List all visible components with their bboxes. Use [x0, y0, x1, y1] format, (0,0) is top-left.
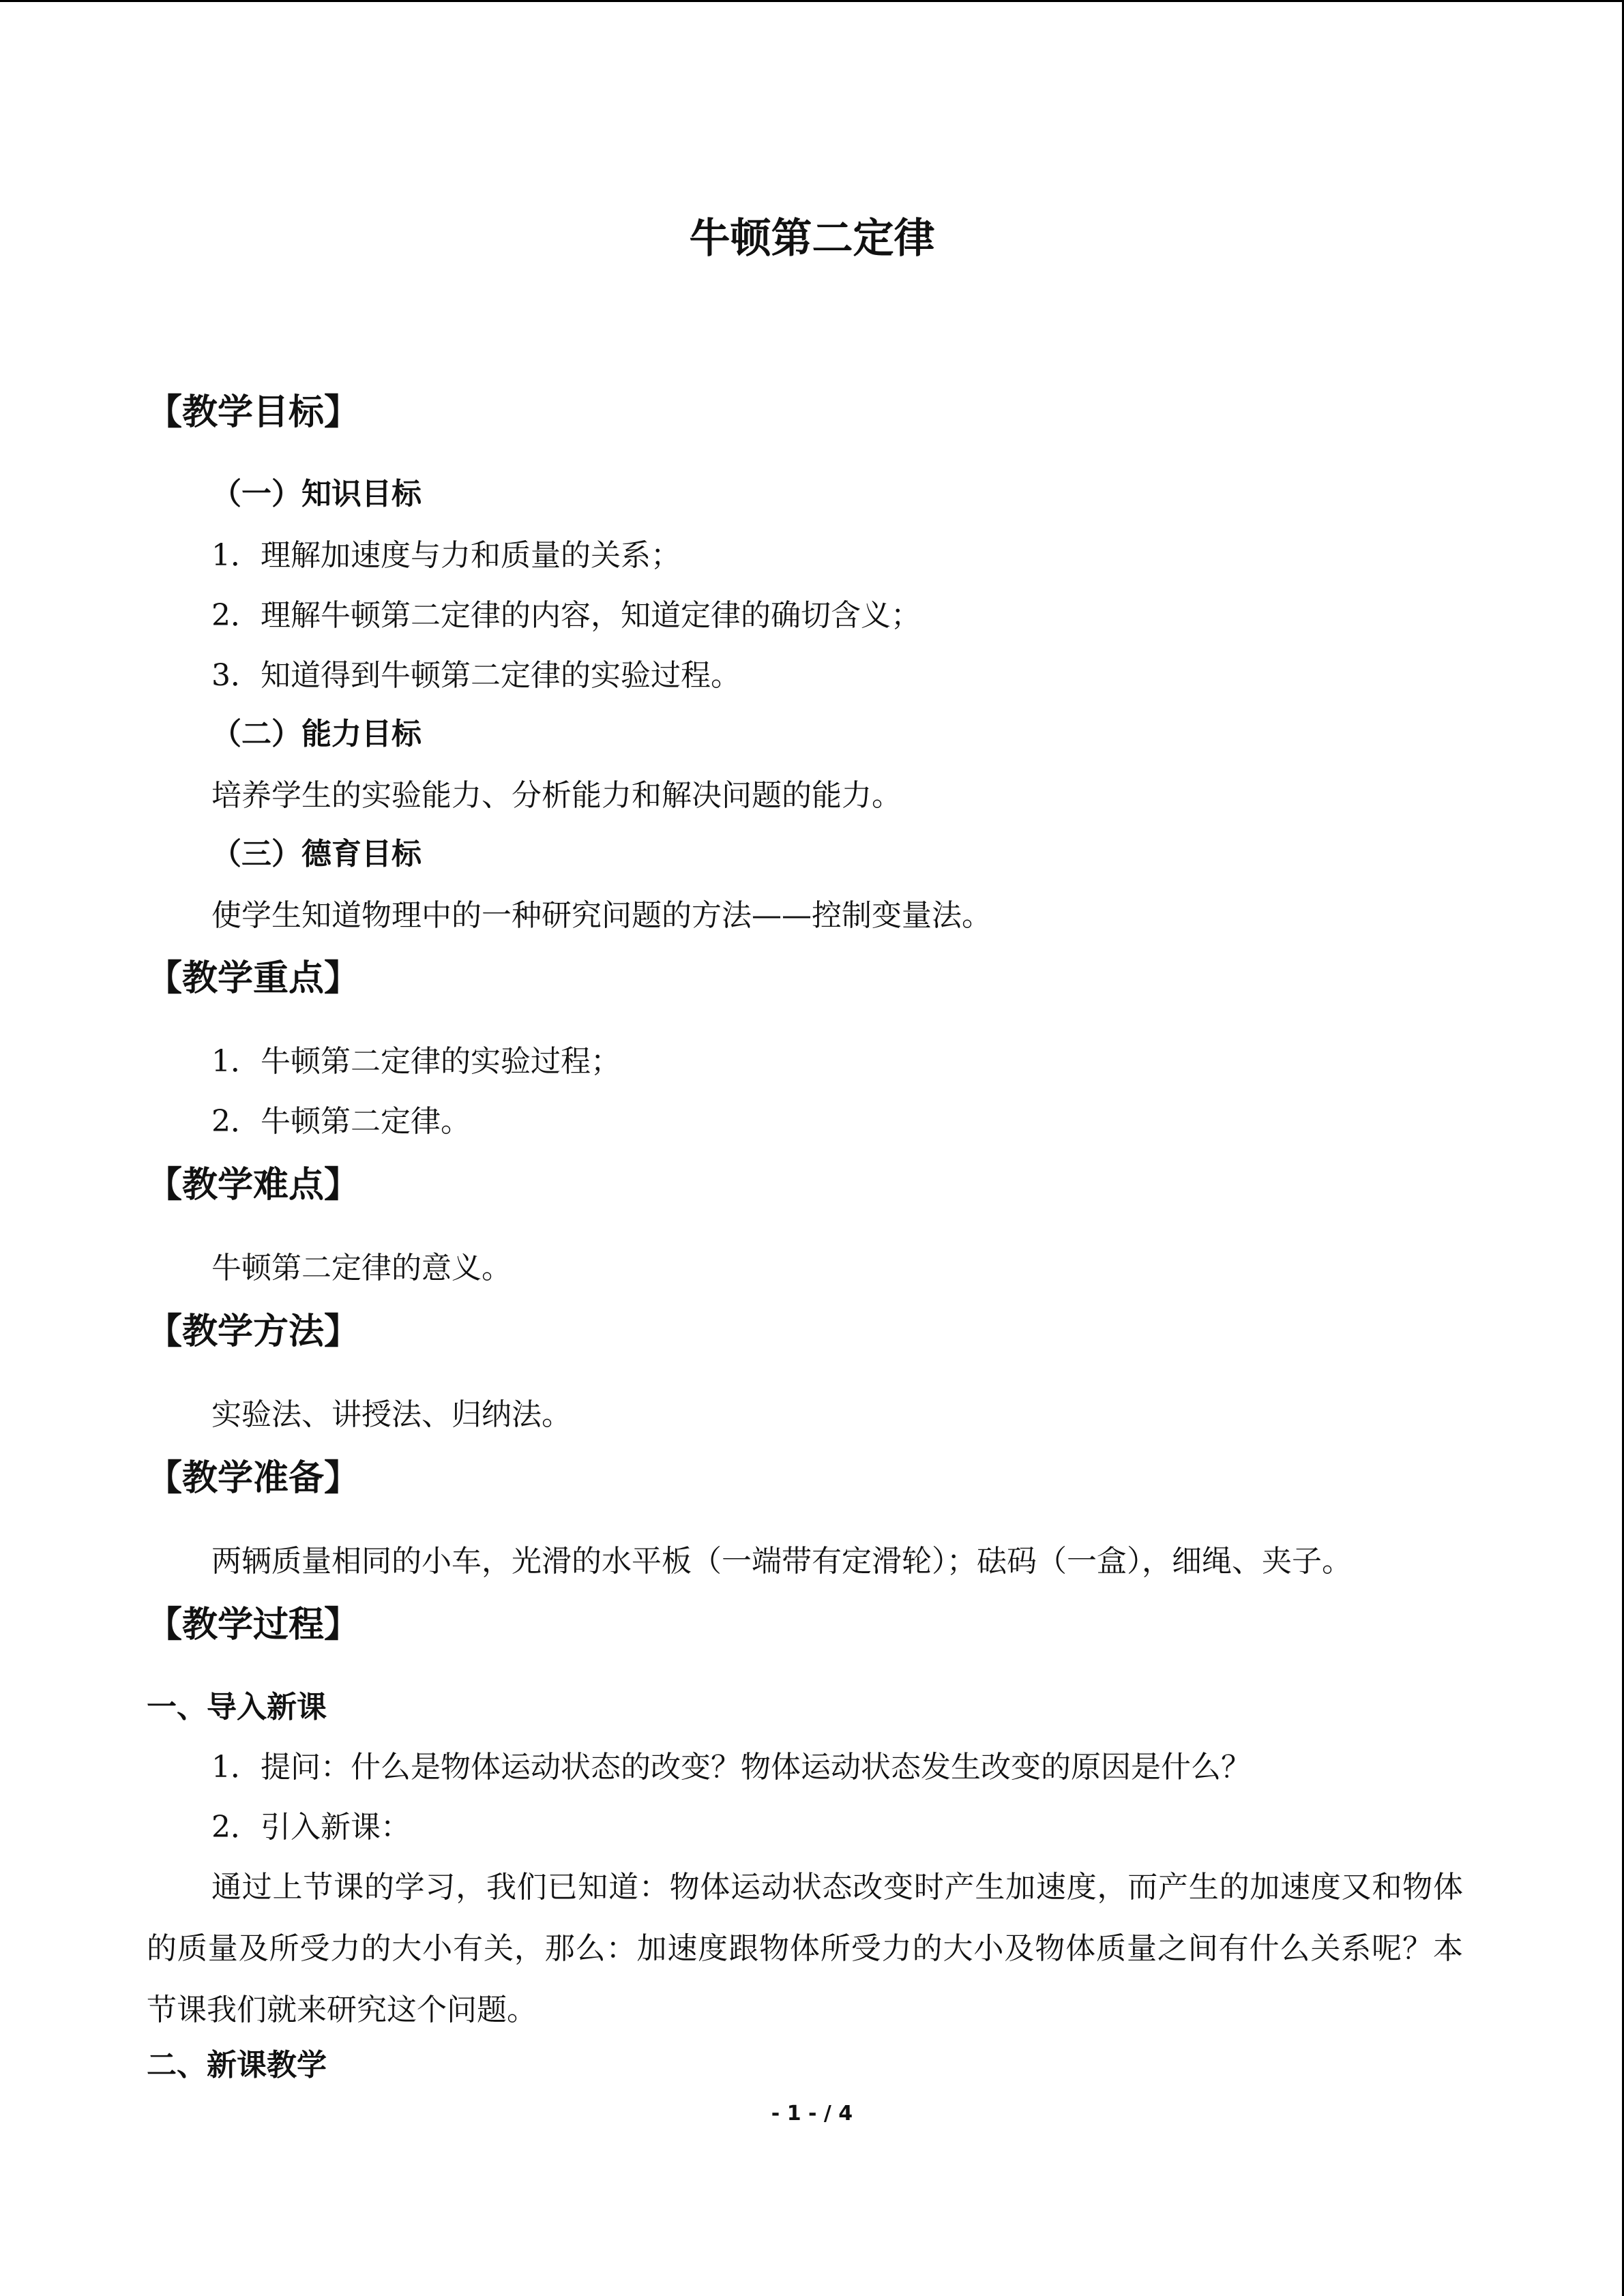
intro-item-2: 2．引入新课： — [211, 1810, 411, 1845]
page-border-top — [0, 0, 1624, 2]
section-heading-key-points: 【教学重点】 — [147, 958, 360, 999]
knowledge-item-1: 1．理解加速度与力和质量的关系； — [211, 538, 681, 573]
sub-heading-knowledge: （一）知识目标 — [211, 477, 422, 511]
sub-heading-moral: （三）德育目标 — [211, 837, 422, 871]
intro-item-1: 1．提问：什么是物体运动状态的改变？物体运动状态发生改变的原因是什么？ — [211, 1750, 1251, 1785]
part-heading-new-lesson: 二、新课教学 — [147, 2048, 327, 2083]
section-heading-preparation: 【教学准备】 — [147, 1458, 360, 1499]
moral-text: 使学生知道物理中的一种研究问题的方法——控制变量法。 — [211, 898, 992, 933]
page-number: - 1 - / 4 — [771, 2102, 853, 2126]
sub-heading-ability: （二）能力目标 — [211, 717, 422, 751]
preparation-text: 两辆质量相同的小车，光滑的水平板（一端带有定滑轮）；砝码（一盒），细绳、夹子。 — [211, 1544, 1352, 1579]
intro-paragraph: 通过上节课的学习，我们已知道：物体运动状态改变时产生加速度，而产生的加速度又和物体的质量及所受力的大小有关，那么：加速度跟物体所受力的大小及物体质量之间有什么关系呢？本节课我们就来研究这个问题。 — [147, 1870, 1463, 2027]
knowledge-item-2: 2．理解牛顿第二定律的内容，知道定律的确切含义； — [211, 598, 921, 633]
ability-text: 培养学生的实验能力、分析能力和解决问题的能力。 — [211, 778, 902, 813]
key-point-item-2: 2．牛顿第二定律。 — [211, 1104, 471, 1139]
key-point-item-1: 1．牛顿第二定律的实验过程； — [211, 1044, 621, 1079]
section-heading-objectives: 【教学目标】 — [147, 392, 360, 433]
part-heading-intro: 一、导入新课 — [147, 1690, 327, 1725]
section-heading-process: 【教学过程】 — [147, 1605, 360, 1645]
section-heading-methods: 【教学方法】 — [147, 1311, 360, 1352]
methods-text: 实验法、讲授法、归纳法。 — [211, 1397, 572, 1432]
knowledge-item-3: 3．知道得到牛顿第二定律的实验过程。 — [211, 658, 741, 693]
section-heading-difficulties: 【教学难点】 — [147, 1165, 360, 1206]
document-title: 牛顿第二定律 — [689, 215, 935, 263]
difficulties-text: 牛顿第二定律的意义。 — [211, 1251, 512, 1285]
